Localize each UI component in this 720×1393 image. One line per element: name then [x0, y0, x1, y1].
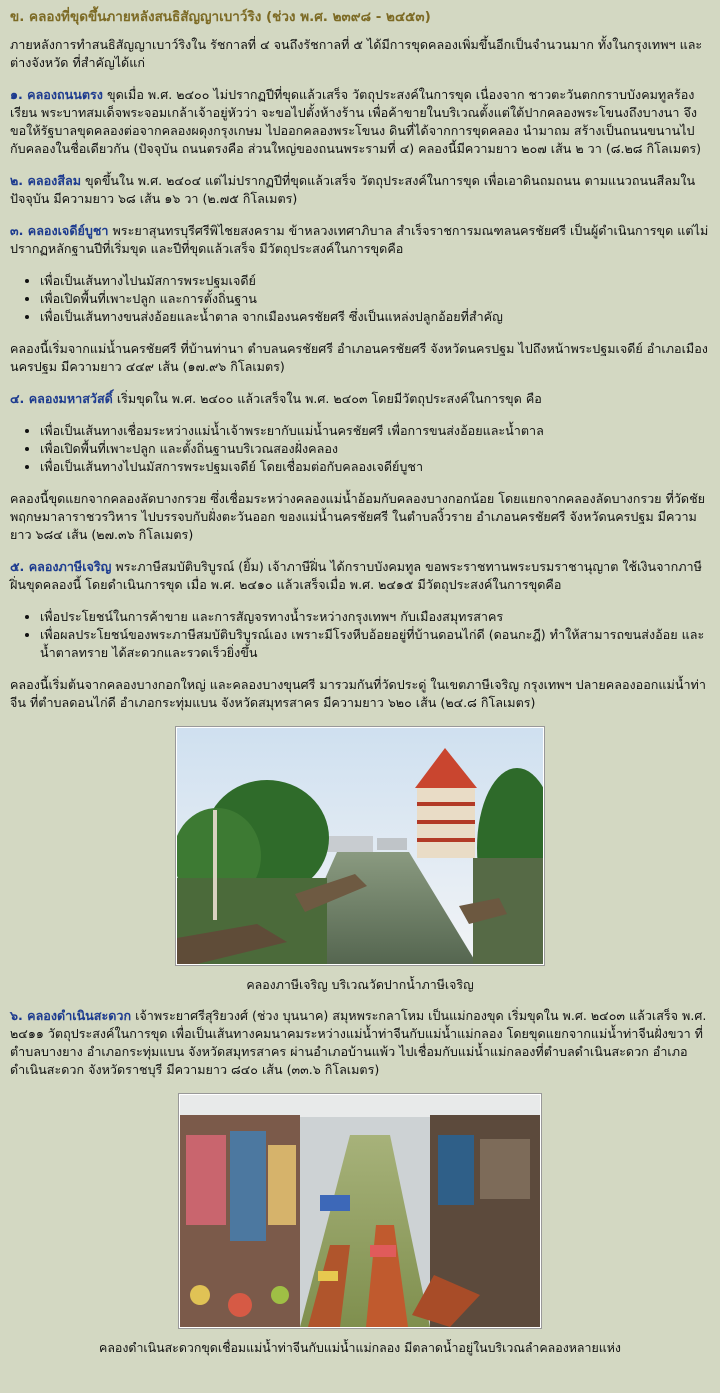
floating-market-image	[180, 1095, 540, 1327]
canal-5-paragraph	[10, 558, 710, 594]
list-item: • เพื่อเปิดพื้นที่เพาะปลูก และการตั้งถิ่นฐาน	[40, 290, 710, 308]
canal-scene-image	[177, 728, 543, 964]
canal-4-route-paragraph: คลองนี้ขุดแยกจากคลองลัดบางกรวย ซึ่งเชื่อมระหว่างคลองแม่น้ำอ้อมกับคลองบางกอกน้อย โดยแยกจากคลองลัดบางกรวย ที่วัดชัยพฤกษมาลาราชวรวิหาร ไปบรรจบกับฝั่งตะวันออก ของแม่น้ำนครชัยศรี ในตำบลงิ้วราย อำเภอนครชัยศรี จังหวัดนครปฐม มีความยาว ๖๘๔ เส้น (๒๗.๓๖ กิโลเมตร)	[10, 491, 706, 542]
canal-6-text: เจ้าพระยาศรีสุริยวงศ์ (ช่วง บุนนาค) สมุหพระกลาโหม เป็นแม่กองขุด เริ่มขุดใน พ.ศ. ๒๔๐๓ แล้วเสร็จ พ.ศ. ๒๔๑๑ วัตถุประสงค์ในการขุด เพื่อเป็นเส้นทางคมนาคมระหว่างแม่น้ำท่าจีนกับแม่น้ำแม่กลอง โดยขุดแยกจากแม่น้ำท่าจีนฝั่งขวา ที่ตำบลบางยาง อำเภอกระทุ่มแบน จังหวัดสมุทรสาคร ผ่านอำเภอบ้านแพ้ว ไปเชื่อมกับแม่น้ำแม่กลองที่ตำบลดำเนินสะดวก อำเภอดำเนินสะดวก จังหวัดราชบุรี มีความยาว ๘๔๐ เส้น (๓๓.๖ กิโลเมตร)	[10, 1008, 707, 1077]
canal-5-purpose-list	[10, 608, 710, 662]
canal-photo-phasi-charoen	[175, 726, 545, 966]
canal-2-text: ขุดขึ้นใน พ.ศ. ๒๔๐๔ แต่ไม่ปรากฏปีที่ขุดแล้วเสร็จ วัตถุประสงค์ในการขุด เพื่อเอาดินถมถนน ตามแนวถนนสีลมในปัจจุบัน มีความยาว ๖๘ เส้น ๑๖ วา (๒.๗๕ กิโลเมตร)	[10, 173, 696, 206]
canal-1-title: ๑. คลองถนนตรง	[10, 87, 103, 102]
canal-3-title: ๓. คลองเจดีย์บูชา	[10, 223, 109, 238]
list-item: • เพื่อเป็นเส้นทางไปนมัสการพระปฐมเจดีย์	[40, 272, 710, 290]
photo-caption-phasi-charoen: คลองภาษีเจริญ บริเวณวัดปากน้ำภาษีเจริญ	[246, 977, 474, 992]
list-item: • เพื่อประโยชน์ในการค้าขาย และการสัญจรทางน้ำระหว่างกรุงเทพฯ กับเมืองสมุทรสาคร	[40, 608, 710, 626]
list-item: • เพื่อเป็นเส้นทางเชื่อมระหว่างแม่น้ำเจ้าพระยากับแม่น้ำนครชัยศรี เพื่อการขนส่งอ้อยและน้ำตาล	[40, 422, 710, 440]
canal-2-paragraph	[10, 172, 710, 208]
canal-2-title: ๒. คลองสีลม	[10, 173, 82, 188]
canal-5-title: ๕. คลองภาษีเจริญ	[10, 559, 112, 574]
list-item: • เพื่อเป็นเส้นทางไปนมัสการพระปฐมเจดีย์ โดยเชื่อมต่อกับคลองเจดีย์บูชา	[40, 458, 710, 476]
canal-4-paragraph	[10, 390, 710, 408]
list-item: • เพื่อผลประโยชน์ของพระภาษีสมบัติบริบูรณ์เอง เพราะมีโรงหีบอ้อยอยู่ที่บ้านดอนไก่ดี (ดอนกะฎี) ทำให้สามารถขนส่งอ้อย และน้ำตาลทราย ได้สะดวกและรวดเร็วยิ่งขึ้น	[40, 626, 710, 662]
list-item: • เพื่อเปิดพื้นที่เพาะปลูก และตั้งถิ่นฐานบริเวณสองฝั่งคลอง	[40, 440, 710, 458]
canal-3-text: พระยาสุนทรบุรีศรีพิไชยสงคราม ข้าหลวงเทศาภิบาล สำเร็จราชการมณฑลนครชัยศรี เป็นผู้ดำเนินการขุด แต่ไม่ปรากฏหลักฐานปีที่เริ่มขุด และปีที่ขุดแล้วเสร็จ มีวัตถุประสงค์ในการขุดคือ	[10, 223, 709, 256]
canal-4-text: เริ่มขุดใน พ.ศ. ๒๔๐๐ แล้วเสร็จใน พ.ศ. ๒๔๐๓ โดยมีวัตถุประสงค์ในการขุด คือ	[112, 391, 542, 406]
canal-6-paragraph	[10, 1007, 710, 1079]
figure-phasi-charoen	[10, 726, 710, 993]
intro-paragraph: ภายหลังการทำสนธิสัญญาเบาว์ริงใน รัชกาลที่ ๔ จนถึงรัชกาลที่ ๕ ได้มีการขุดคลองเพิ่มขึ้นอีกเป็นจำนวนมาก ทั้งในกรุงเทพฯ และต่างจังหวัด ที่สำคัญได้แก่	[10, 37, 703, 70]
canal-3-paragraph	[10, 222, 710, 258]
canal-3-purpose-list	[10, 272, 710, 326]
canal-6-title: ๖. คลองดำเนินสะดวก	[10, 1008, 132, 1023]
canal-3-route-paragraph: คลองนี้เริ่มจากแม่น้ำนครชัยศรี ที่บ้านท่านา ตำบลนครชัยศรี อำเภอนครชัยศรี จังหวัดนครปฐม ไปถึงหน้าพระปฐมเจดีย์ อำเภอเมืองนครปฐม มีความยาว ๔๔๙ เส้น (๑๗.๙๖ กิโลเมตร)	[10, 341, 708, 374]
canal-4-purpose-list	[10, 422, 710, 476]
canal-1-paragraph	[10, 86, 710, 158]
canal-5-text: พระภาษีสมบัติบริบูรณ์ (ยิ้ม) เจ้าภาษีฝิ่น ได้กราบบังคมทูล ขอพระราชทานพระบรมราชานุญาต ใช้เงินจากภาษีฝิ่นขุดคลองนี้ โดยดำเนินการขุด เมื่อ พ.ศ. ๒๔๑๐ แล้วเสร็จเมื่อ พ.ศ. ๒๔๑๕ มีวัตถุประสงค์ในการขุดคือ	[10, 559, 702, 592]
photo-caption-damnoen-saduak: คลองดำเนินสะดวกขุดเชื่อมแม่น้ำท่าจีนกับแม่น้ำแม่กลอง มีตลาดน้ำอยู่ในบริเวณลำคลองหลายแห่ง	[99, 1340, 621, 1355]
canal-1-text: ขุดเมื่อ พ.ศ. ๒๔๐๐ ไม่ปรากฏปีที่ขุดแล้วเสร็จ วัตถุประสงค์ในการขุด เนื่องจาก ชาวตะวันตกกราบบังคมทูลร้องเรียน พระบาทสมเด็จพระจอมเกล้าเจ้าอยู่หัวว่า จะขอไปตั้งห้างร้าน เพื่อค้าขายในบริเวณตั้งแต่ใต้ปากคลองพระโขนงถึงบางนา จึงขอให้รัฐบาลขุดคลองต่อจากคลองผดุงกรุงเกษม ไปออกคลองพระโขนง ดินที่ได้จากการขุดคลอง นำมาถม สร้างเป็นถนนขนานไปกับคลองในชื่อเดียวกัน (ปัจจุบัน ถนนตรงคือ ส่วนใหญ่ของถนนพระรามที่ ๔) คลองนี้มีความยาว ๒๐๗ เส้น ๒ วา (๘.๒๘ กิโลเมตร)	[10, 87, 702, 156]
section-heading: ข. คลองที่ขุดขึ้นภายหลังสนธิสัญญาเบาว์ริง (ช่วง พ.ศ. ๒๓๙๘ - ๒๔๕๓)	[10, 9, 431, 25]
list-item: • เพื่อเป็นเส้นทางขนส่งอ้อยและน้ำตาล จากเมืองนครชัยศรี ซึ่งเป็นแหล่งปลูกอ้อยที่สำคัญ	[40, 308, 710, 326]
figure-damnoen-saduak	[10, 1093, 710, 1356]
canal-5-route-paragraph: คลองนี้เริ่มต้นจากคลองบางกอกใหญ่ และคลองบางขุนศรี มารวมกันที่วัดประดู่ ในเขตภาษีเจริญ กรุงเทพฯ ปลายคลองออกแม่น้ำท่าจีน ที่ตำบลดอนไก่ดี อำเภอกระทุ่มแบน จังหวัดสมุทรสาคร มีความยาว ๖๒๐ เส้น (๒๔.๘ กิโลเมตร)	[10, 677, 706, 710]
canal-4-title: ๔. คลองมหาสวัสดิ์	[10, 391, 113, 406]
canal-photo-damnoen-saduak	[178, 1093, 542, 1329]
